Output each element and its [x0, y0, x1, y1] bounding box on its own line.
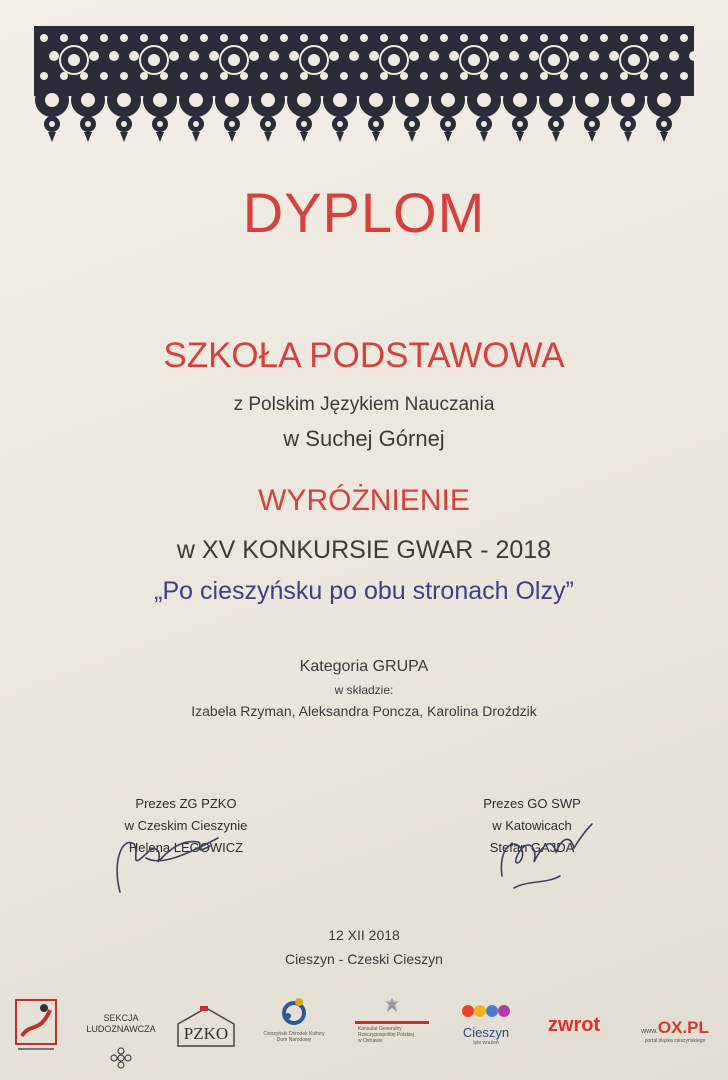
diploma-title: DYPLOM [242, 181, 486, 244]
issue-date: 12 XII 2018 [328, 927, 400, 943]
stowarzyszenie-logo [14, 998, 58, 1054]
zwrot-logo: zwrot [547, 1014, 601, 1036]
cieszyn-logo [454, 1002, 518, 1046]
school-location: w Suchej Górnej [283, 426, 445, 451]
contest-name: w XV KONKURSIE GWAR - 2018 [176, 536, 552, 564]
lace-border [34, 26, 694, 152]
issue-location: Cieszyn - Czeski Cieszyn [285, 951, 443, 967]
cok-swirl-icon [279, 996, 309, 1026]
category-label: Kategoria GRUPA [299, 658, 429, 675]
ox-prefix: www. [641, 1028, 658, 1035]
sponsor-logos [0, 996, 728, 1066]
konsulat-text: Konsulat Generalny Rzeczypospolitej Polskiej w Ostrawie [358, 1026, 415, 1044]
signature-place: w Katowicach [492, 818, 572, 833]
signature-name: Helena LEGOWICZ [128, 840, 244, 855]
pzko-logo [174, 1004, 238, 1053]
ox-pl-logo [630, 1018, 720, 1044]
sekcja-ludoznawcza-logo [78, 1002, 164, 1073]
konsulat-flag-bar [355, 1021, 429, 1024]
cok-logo [252, 996, 336, 1043]
signature-role: Prezes GO SWP [483, 796, 581, 811]
handwritten-signature-right [488, 818, 598, 898]
school-language: z Polskim Językiem Nauczania [233, 394, 495, 415]
signature-name: Stefan GAJDA [489, 840, 575, 855]
composition-label: w składzie: [334, 683, 394, 697]
date-and-location [0, 923, 728, 971]
eagle-emblem-icon [384, 996, 400, 1014]
sekcja-text: SEKCJA LUDOZNAWCZA [86, 1013, 156, 1034]
ox-text: OX.PL [657, 1018, 709, 1037]
flower-ornament-icon [109, 1046, 133, 1070]
pzko-text: PZKO [183, 1024, 229, 1043]
cieszyn-tagline: tyle wrażeń [473, 1040, 499, 1046]
signature-place: w Czeskim Cieszynie [124, 818, 248, 833]
school-name: SZKOŁA PODSTAWOWA [163, 336, 565, 375]
konsulat-logo [352, 996, 432, 1044]
cieszyn-text: Cieszyn [462, 1025, 510, 1040]
handwritten-signature-left [100, 822, 230, 902]
award-label: WYRÓŻNIENIE [258, 484, 470, 517]
cieszyn-hexagons-icon [460, 1002, 512, 1020]
group-members: Izabela Rzyman, Aleksandra Poncza, Karolina Droździk [191, 703, 537, 719]
signature-role: Prezes ZG PZKO [135, 796, 237, 811]
ox-tagline: portal śląska cieszyńskiego [644, 1038, 706, 1044]
contest-motto: „Po cieszyńsku po obu stronach Olzy” [154, 577, 574, 605]
cok-text: Cieszyński Ośrodek Kultury Dom Narodowy [263, 1031, 325, 1043]
